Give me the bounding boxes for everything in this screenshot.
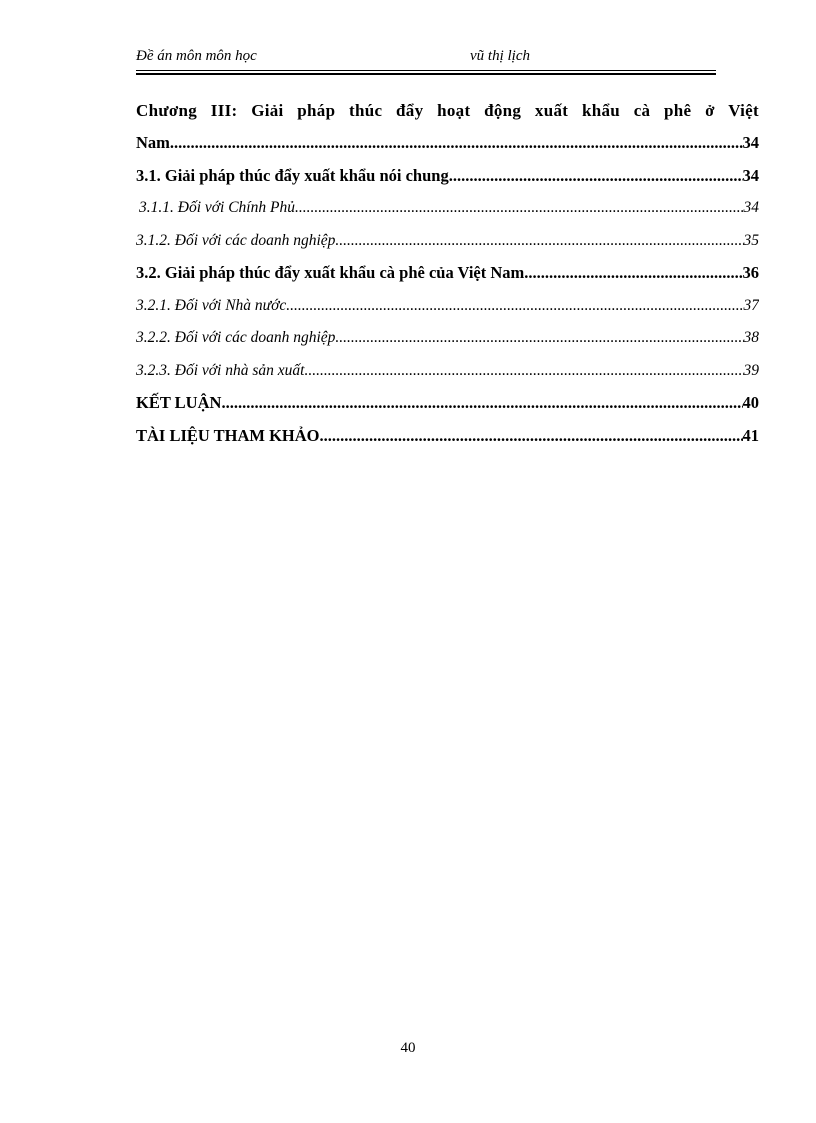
toc-entry[interactable] — [136, 387, 759, 420]
header-rule-thick — [136, 73, 716, 75]
toc-entry-label: 3.2.1. Đối với Nhà nước. — [136, 296, 291, 314]
toc-entry-page: 34 — [742, 165, 759, 185]
toc-entry[interactable] — [136, 127, 759, 160]
toc-dot-leader — [320, 420, 743, 453]
toc-entry-label: KẾT LUẬN — [136, 393, 222, 412]
toc-entry-label: TÀI LIỆU THAM KHẢO — [136, 425, 320, 445]
toc-dot-leader — [304, 355, 743, 388]
toc-entry-page: 39 — [743, 361, 759, 379]
toc-dot-leader — [335, 225, 743, 258]
page-number: 40 — [400, 1040, 416, 1056]
toc-dot-leader — [170, 127, 743, 160]
toc-entry[interactable] — [136, 420, 759, 453]
toc-entry-page: 35 — [743, 231, 759, 249]
toc-entry-label: 3.2.3. Đối với nhà sản xuất — [136, 361, 305, 379]
table-of-contents — [136, 94, 759, 452]
header-course-title: Đề án môn môn học — [136, 48, 257, 64]
page-header — [136, 48, 716, 70]
toc-entry-label: 3.1.2. Đối với các doanh nghiệp — [136, 231, 336, 249]
toc-dot-leader — [453, 160, 743, 193]
toc-entry[interactable] — [136, 192, 759, 225]
toc-dot-leader — [335, 322, 743, 355]
toc-entry-page: 38 — [743, 329, 759, 346]
toc-entry-page: 37 — [743, 296, 759, 314]
toc-entry-page: 34 — [743, 199, 759, 216]
toc-entry-label: Nam — [136, 133, 170, 152]
toc-dot-leader — [290, 290, 743, 323]
toc-entry-page: 41 — [742, 425, 759, 445]
toc-entry-label: 3.2.2. Đối với các doanh nghiệp — [136, 329, 336, 346]
header-rule-thin — [136, 70, 716, 71]
toc-entry-page: 40 — [742, 393, 759, 412]
toc-entry-label: 3.2. Giải pháp thúc đẩy xuất khẩu cà phê của Việt Nam — [136, 263, 525, 282]
toc-entry[interactable] — [136, 290, 759, 323]
toc-dot-leader — [295, 192, 744, 225]
toc-dot-leader — [524, 257, 742, 290]
header-author: vũ thị lịch — [470, 48, 530, 64]
toc-dot-leader — [221, 387, 742, 420]
toc-entry-label: 3.1. Giải pháp thúc đẩy xuất khẩu nói chung. — [136, 165, 453, 185]
toc-entry[interactable] — [136, 322, 759, 355]
toc-entry-page: 36 — [742, 263, 759, 282]
toc-entry[interactable] — [136, 160, 759, 193]
toc-entry[interactable] — [136, 355, 759, 388]
toc-entry-label: 3.1.1. Đối với Chính Phủ — [139, 199, 295, 216]
toc-entry-page: 34 — [742, 133, 759, 152]
toc-entry[interactable] — [136, 225, 759, 258]
toc-entry[interactable] — [136, 257, 759, 290]
toc-chapter-title: Chương III: Giải pháp thúc đẩy hoạt động xuất khẩu cà phê ở Việt — [136, 101, 759, 120]
